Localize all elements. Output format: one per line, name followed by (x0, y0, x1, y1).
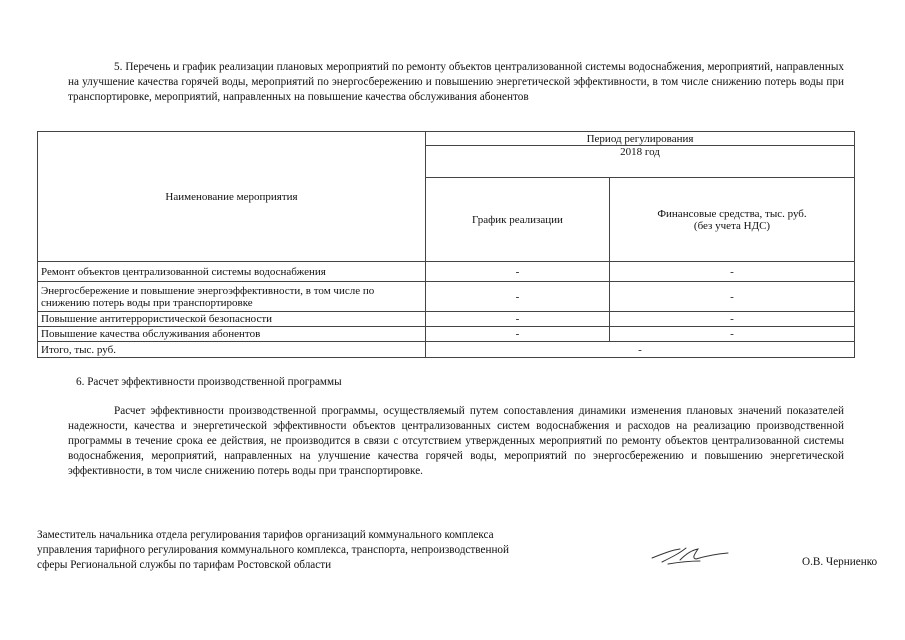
row-measure-name: Повышение качества обслуживания абонентов (38, 327, 426, 342)
row-measure-name: Повышение антитеррористической безопасности (38, 312, 426, 327)
row-finance-value: - (610, 262, 855, 282)
section-6-paragraph: Расчет эффективности производственной программы, осуществляемый путем сопоставления динамики изменения плановых значений показателей надежности, качества и энергетической эффективности объектов централизованных систем водоснабжения и расходов на реализацию производственной программы в течение срока ее действия, не производится в связи с отсутствием утвержденных мероприятий по ремонту объектов централизованной системы водоснабжения, мероприятий, направленных на улучшение качества горячей воды, мероприятий по энергосбережению и повышению энергетической эффективности, в том числе снижению потерь воды при транспортировке. (68, 405, 844, 477)
row-finance-value: - (610, 282, 855, 312)
row-schedule-value: - (426, 312, 610, 327)
row-schedule-value: - (426, 282, 610, 312)
total-row (38, 342, 855, 358)
position-line: управления тарифного регулирования коммунального комплекса, транспорта, непроизводственной (37, 544, 510, 556)
year-header: 2018 год (426, 146, 855, 178)
position-line: Заместитель начальника отдела регулирования тарифов организаций коммунального комплекса (37, 529, 494, 541)
measures-table (37, 131, 855, 358)
period-header: Период регулирования (426, 132, 855, 146)
column-header-finance (610, 178, 855, 262)
table-row (38, 312, 855, 327)
handwritten-signature (650, 540, 730, 570)
section-5-paragraph: 5. Перечень и график реализации плановых мероприятий по ремонту объектов централизованной системы водоснабжения, мероприятий, направленных на улучшение качества горячей воды, мероприятий по энергосбережению и повышению энергетической эффективности, в том числе снижению потерь воды при транспортировке, мероприятий, направленных на повышение качества обслуживания абонентов (68, 61, 844, 103)
row-schedule-value: - (426, 327, 610, 342)
row-finance-value: - (610, 312, 855, 327)
row-measure-name: Ремонт объектов централизованной системы водоснабжения (38, 262, 426, 282)
total-label: Итого, тыс. руб. (38, 342, 426, 358)
table-row (38, 282, 855, 312)
column-header-measure-name: Наименование мероприятия (38, 132, 426, 262)
table-row (38, 262, 855, 282)
table-row (38, 327, 855, 342)
signer-name: О.В. Черниенко (802, 556, 878, 568)
finance-header-label: Финансовые средства, тыс. руб. (657, 207, 807, 220)
position-line: сферы Региональной службы по тарифам Ростовской области (37, 559, 332, 571)
signer-position (37, 528, 597, 573)
row-finance-value: - (610, 327, 855, 342)
finance-header-note: (без учета НДС) (693, 219, 771, 232)
total-value: - (426, 342, 855, 358)
row-measure-name: Энергосбережение и повышение энергоэффективности, в том числе по снижению потерь воды при транспортировке (38, 282, 426, 312)
row-schedule-value: - (426, 262, 610, 282)
column-header-schedule: График реализации (426, 178, 610, 262)
section-6-heading: 6. Расчет эффективности производственной программы (76, 376, 342, 388)
